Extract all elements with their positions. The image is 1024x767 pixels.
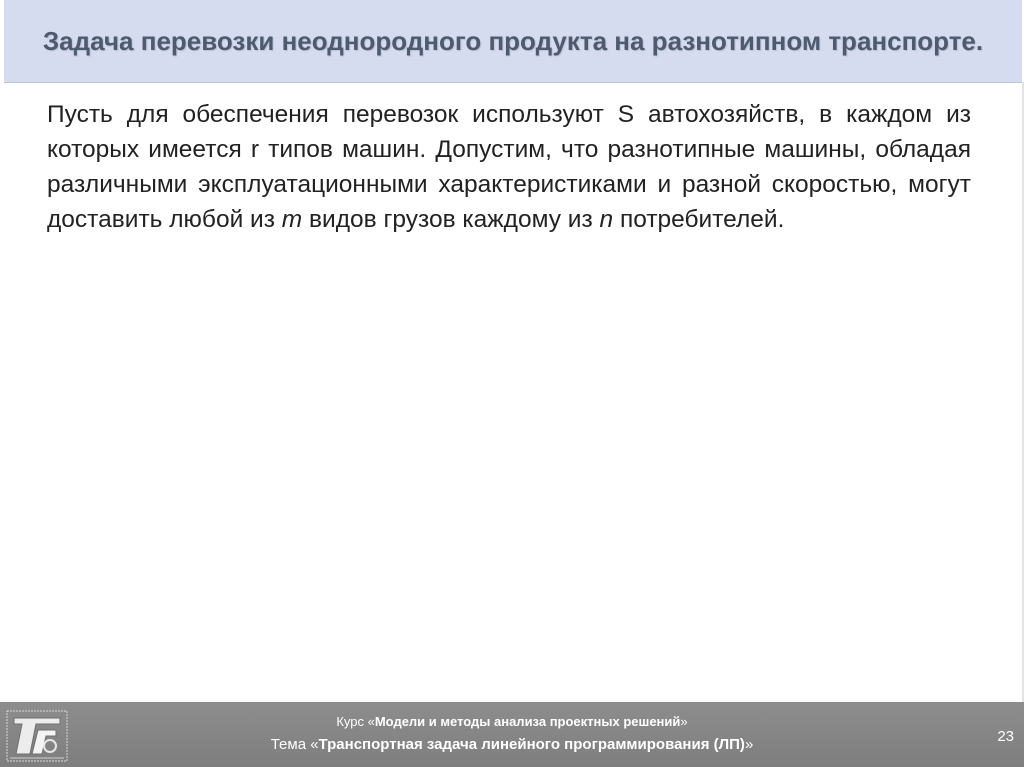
body-text-part-2: видов грузов каждому из	[302, 206, 600, 233]
page-number: 23	[997, 728, 1014, 745]
variable-n: n	[599, 206, 614, 233]
variable-m: m	[281, 206, 303, 233]
body-paragraph	[47, 97, 971, 237]
body-text-part-3: потребителей.	[613, 206, 785, 233]
course-line	[0, 714, 1024, 730]
topic-suffix: »	[744, 736, 754, 753]
topic-name: Транспортная задача линейного программирования (ЛП)	[318, 736, 745, 753]
course-name: Модели и методы анализа проектных решений	[374, 714, 681, 729]
course-prefix: Курс «	[336, 714, 375, 729]
title-band	[4, 0, 1022, 83]
slide-title: Задача перевозки неоднородного продукта на разнотипном транспорте.	[42, 25, 984, 56]
topic-line	[0, 736, 1024, 754]
course-suffix: »	[680, 714, 688, 729]
footer-bar	[0, 702, 1024, 767]
topic-prefix: Тема «	[270, 736, 319, 753]
body-text-part-1: Пусть для обеспечения перевозок используют S автохозяйств, в каждом из которых имеется r типов машин. Допустим, что разнотипные машины, обладая различными эксплуатационными характеристиками и разной скоростью, могут доставить любой из	[47, 101, 971, 233]
